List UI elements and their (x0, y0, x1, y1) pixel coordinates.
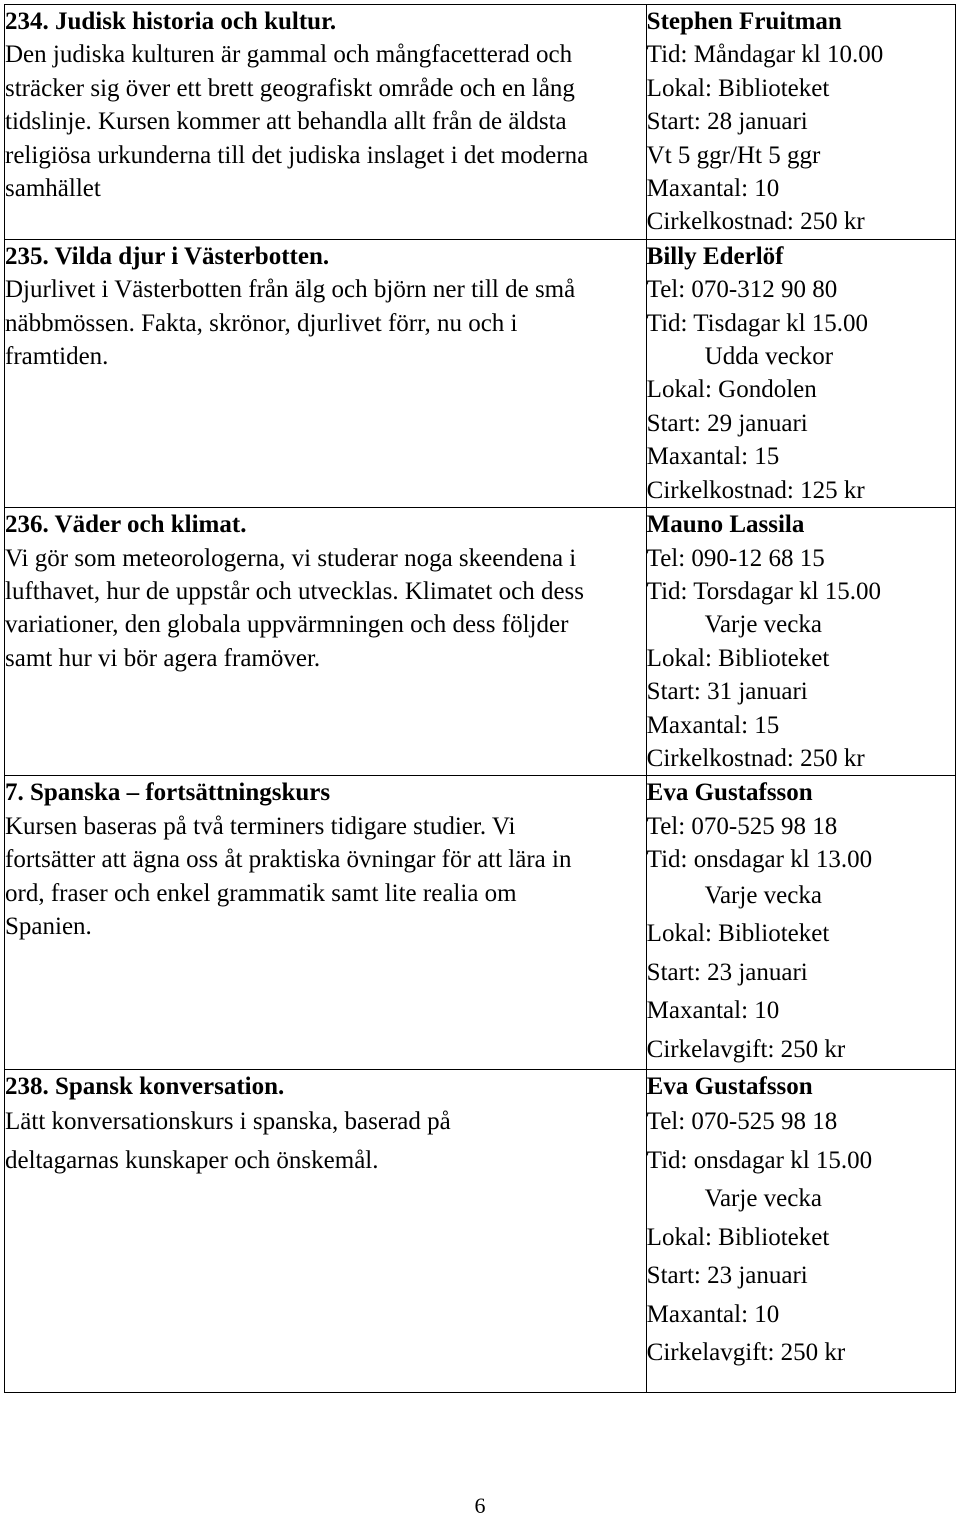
course-row (5, 239, 956, 507)
course-location: Lokal: Biblioteket (646, 920, 830, 948)
course-start: Start: 29 januari (646, 409, 808, 437)
course-description-cell (5, 5, 647, 240)
course-frequency: Varje vecka (704, 881, 822, 909)
course-cost: Cirkelkostnad: 125 kr (646, 476, 865, 504)
course-phone: Tel: 070-312 90 80 (646, 276, 838, 304)
course-description-cell (5, 776, 647, 1070)
course-sessions: Vt 5 ggr/Ht 5 ggr (646, 141, 821, 169)
course-title: 234. Judisk historia och kultur. (5, 8, 337, 35)
course-leader: Eva Gustafsson (646, 779, 813, 807)
course-max: Maxantal: 15 (646, 443, 780, 471)
course-max: Maxantal: 10 (646, 175, 780, 203)
course-time: Tid: Måndagar kl 10.00 (646, 41, 884, 69)
course-start: Start: 23 januari (646, 958, 808, 986)
course-start: Start: 23 januari (646, 1262, 808, 1290)
course-time: Tid: Torsdagar kl 15.00 (646, 577, 882, 605)
course-time: Tid: Tisdagar kl 15.00 (646, 309, 869, 337)
course-start: Start: 28 januari (646, 108, 808, 136)
course-title: 235. Vilda djur i Västerbotten. (5, 242, 330, 270)
course-cost: Cirkelavgift: 250 kr (646, 1339, 846, 1367)
course-frequency: Udda veckor (704, 343, 834, 371)
course-row (5, 508, 956, 776)
course-max: Maxantal: 15 (646, 711, 780, 739)
course-cost: Cirkelkostnad: 250 kr (646, 744, 865, 772)
course-title: 238. Spansk konversation. (5, 1073, 285, 1101)
course-row (5, 776, 956, 1070)
page-number: 6 (474, 1493, 486, 1518)
course-phone: Tel: 070-525 98 18 (646, 812, 838, 840)
course-frequency: Varje vecka (704, 1185, 822, 1213)
course-info-cell (646, 508, 955, 776)
course-description-cell (5, 1070, 647, 1393)
course-info-cell (646, 1070, 955, 1393)
course-title: 236. Väder och klimat. (5, 511, 247, 539)
course-location: Lokal: Biblioteket (646, 644, 830, 672)
course-cost: Cirkelkostnad: 250 kr (646, 208, 865, 236)
course-description: Vi gör som meteorologerna, vi studerar noga skeendena i lufthavet, hur de uppstår och utvecklas. Klimatet och dess variationer, den globala uppvärmningen och dess följder samt hur vi bör agera framöver. (5, 544, 585, 672)
course-frequency: Varje vecka (704, 611, 822, 639)
course-info-cell (646, 5, 955, 240)
course-location: Lokal: Biblioteket (646, 1223, 830, 1251)
course-row (5, 5, 956, 240)
course-table (4, 4, 956, 1393)
course-time: Tid: onsdagar kl 13.00 (646, 846, 873, 874)
course-leader: Mauno Lassila (646, 511, 805, 539)
course-leader: Eva Gustafsson (646, 1073, 813, 1101)
course-start: Start: 31 januari (646, 678, 808, 706)
course-max: Maxantal: 10 (646, 997, 780, 1025)
course-location: Lokal: Gondolen (646, 376, 817, 404)
course-leader: Billy Ederlöf (646, 242, 784, 270)
course-info-cell (646, 776, 955, 1070)
course-description: Den judiska kulturen är gammal och mångfacetterad och sträcker sig över ett brett geografiskt område och en lång tidslinje. Kursen kommer att behandla allt från de äldsta religiösa urkunderna till det judiska inslaget i det moderna samhället (5, 41, 589, 203)
course-row (5, 1070, 956, 1393)
course-time: Tid: onsdagar kl 15.00 (646, 1146, 873, 1174)
course-description-cell (5, 508, 647, 776)
course-phone: Tel: 090-12 68 15 (646, 544, 825, 572)
course-description-cell (5, 239, 647, 507)
course-title: 7. Spanska – fortsättningskurs (5, 779, 331, 807)
course-phone: Tel: 070-525 98 18 (646, 1108, 838, 1136)
course-max: Maxantal: 10 (646, 1300, 780, 1328)
course-description: Kursen baseras på två terminers tidigare studier. Vi fortsätter att ägna oss åt praktiska övningar för att lära in ord, fraser och enkel grammatik samt lite realia om Spanien. (5, 812, 572, 940)
course-description: Lätt konversationskurs i spanska, baserad på deltagarnas kunskaper och önskemål. (5, 1108, 451, 1174)
course-cost: Cirkelavgift: 250 kr (646, 1035, 846, 1063)
course-description: Djurlivet i Västerbotten från älg och björn ner till de små näbbmössen. Fakta, skrönor, djurlivet förr, nu och i framtiden. (5, 276, 576, 371)
course-info-cell (646, 239, 955, 507)
course-location: Lokal: Biblioteket (646, 74, 830, 102)
course-leader: Stephen Fruitman (646, 8, 842, 35)
